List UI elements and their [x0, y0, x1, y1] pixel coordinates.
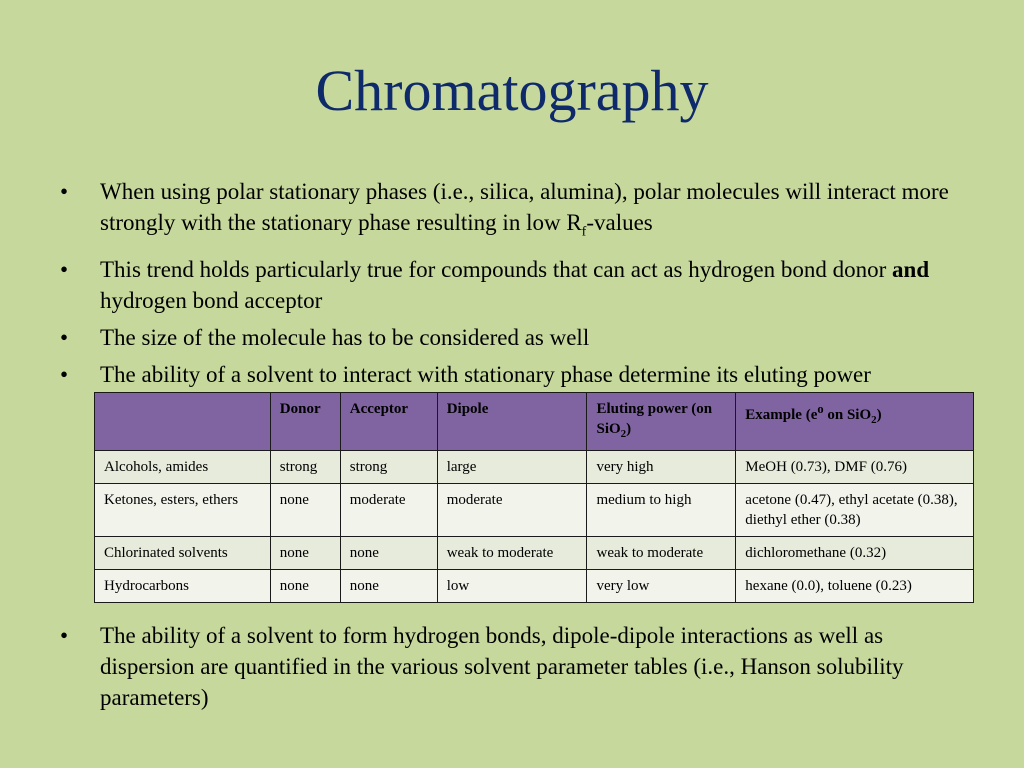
table-row	[95, 537, 974, 570]
table-row	[95, 451, 974, 484]
bullet-item	[60, 620, 980, 713]
header-sub: 2	[620, 428, 627, 440]
table-row	[95, 570, 974, 603]
bullet-text: When using polar stationary phases (i.e., silica, alumina), polar molecules will interact more strongly with the stationary phase resulting in low R	[100, 179, 949, 235]
table-cell: weak to moderate	[437, 537, 587, 570]
header-sup: o	[817, 402, 824, 416]
table-cell: moderate	[340, 484, 437, 537]
table-cell: none	[270, 537, 340, 570]
table-cell: none	[340, 570, 437, 603]
bullet-text: This trend holds particularly true for compounds that can act as hydrogen bond donor	[100, 256, 893, 282]
bullet-item	[60, 322, 980, 353]
table-cell: Hydrocarbons	[95, 570, 271, 603]
header-text: on SiO	[823, 407, 872, 423]
table-header-row	[95, 393, 974, 451]
header-example	[736, 393, 974, 451]
rf-subscript: f	[581, 224, 587, 240]
table-cell: Alcohols, amides	[95, 451, 271, 484]
bullet-item	[60, 254, 980, 316]
table-cell: moderate	[437, 484, 587, 537]
header-donor: Donor	[270, 393, 340, 451]
bullet-text: The ability of a solvent to form hydrogen bonds, dipole-dipole interactions as well as dispersion are quantified in the various solvent parameter tables (i.e., Hanson solubility parameters)	[100, 623, 904, 710]
table-cell: Chlorinated solvents	[95, 537, 271, 570]
table-cell: acetone (0.47), ethyl acetate (0.38), diethyl ether (0.38)	[736, 484, 974, 537]
bullet-text: The ability of a solvent to interact with stationary phase determine its eluting power	[100, 361, 871, 387]
header-dipole: Dipole	[437, 393, 587, 451]
header-text: )	[626, 421, 632, 437]
bullet-item	[60, 359, 980, 390]
header-sub: 2	[871, 414, 877, 426]
bullet-list-top	[60, 176, 980, 396]
bullet-bold-word: and	[892, 256, 930, 282]
table-cell: strong	[340, 451, 437, 484]
bullet-text: hydrogen bond acceptor	[100, 287, 323, 313]
table-cell: MeOH (0.73), DMF (0.76)	[736, 451, 974, 484]
table-cell: strong	[270, 451, 340, 484]
bullet-item	[60, 176, 980, 248]
table-cell: none	[270, 484, 340, 537]
header-text: )	[876, 407, 882, 423]
header-eluting-power	[587, 393, 736, 451]
header-text: Eluting power (on SiO	[596, 401, 713, 437]
header-acceptor: Acceptor	[340, 393, 437, 451]
slide-title: Chromatography	[315, 58, 709, 123]
header-text: Example (e	[745, 407, 818, 423]
table-cell: hexane (0.0), toluene (0.23)	[736, 570, 974, 603]
table-cell: dichloromethane (0.32)	[736, 537, 974, 570]
table-cell: weak to moderate	[587, 537, 736, 570]
table-cell: none	[270, 570, 340, 603]
header-blank	[95, 393, 271, 451]
bullet-list-bottom	[60, 620, 980, 719]
table-cell: large	[437, 451, 587, 484]
table-cell: low	[437, 570, 587, 603]
table-cell: Ketones, esters, ethers	[95, 484, 271, 537]
table-cell: very high	[587, 451, 736, 484]
solvent-table	[94, 392, 974, 603]
table-row	[95, 484, 974, 537]
bullet-text: The size of the molecule has to be considered as well	[100, 324, 590, 350]
table-cell: none	[340, 537, 437, 570]
bullet-text: -values	[586, 210, 653, 235]
table-cell: medium to high	[587, 484, 736, 537]
table-cell: very low	[587, 570, 736, 603]
